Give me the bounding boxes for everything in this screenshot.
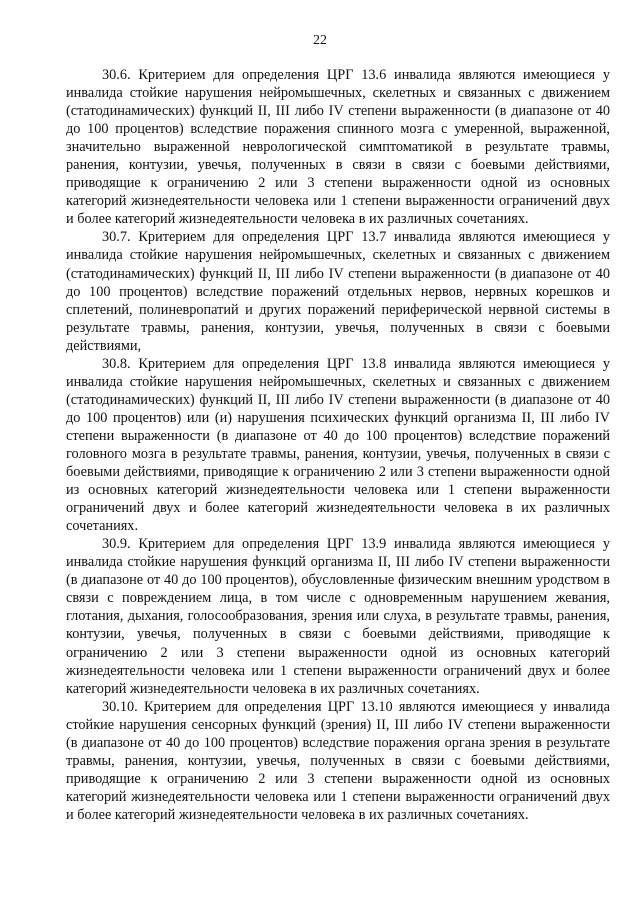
paragraph-30-10: 30.10. Критерием для определения ЦРГ 13.10 являются имеющиеся у инвалида стойкие нарушения сенсорных функций (зрения) II, III либо IV степени выраженности (в диапазоне от 40 до 100 процентов) вследствие поражения органа зрения в результате травмы, ранения, контузии, увечья, полученных в связи с боевыми действиями, приводящие к ограничению 2 или 3 степени выраженности одной из основных категорий жизнедеятельности человека или 1 степени выраженности ограничений двух и более категорий жизнедеятельности человека в их различных сочетаниях. — [66, 698, 610, 823]
paragraph-30-9: 30.9. Критерием для определения ЦРГ 13.9 инвалида являются имеющиеся у инвалида стойкие нарушения функций организма II, III либо IV степени выраженности (в диапазоне от 40 до 100 процентов), обусловленные физическим внешним уродством в связи с повреждением лица, в том числе с одновременным нарушением жевания, глотания, дыхания, голосообразования, зрения или слуха, в результате травмы, ранения, контузии, увечья, полученных в связи с боевыми действиями, приводящие к ограничению 2 или 3 степени выраженности одной из основных категорий жизнедеятельности человека или 1 степени выраженности ограничений двух и более категорий жизнедеятельности человека в их различных сочетаниях. — [66, 536, 610, 697]
paragraph-30-6: 30.6. Критерием для определения ЦРГ 13.6 инвалида являются имеющиеся у инвалида стойкие нарушения нейромышечных, скелетных и связанных с движением (статодинамических) функций II, III либо IV степени выраженности (в диапазоне от 40 до 100 процентов) вследствие поражения спинного мозга с умеренной, выраженной, значительно выраженной неврологической симптоматикой в результате травмы, ранения, контузии, увечья, полученных в связи в связи с боевыми действиями, приводящие к ограничению 2 или 3 степени выраженности одной из основных категорий жизнедеятельности человека или 1 степени выраженности ограничений двух и более категорий жизнедеятельности человека в их различных сочетаниях. — [66, 67, 610, 228]
document-body — [66, 66, 610, 824]
paragraph-30-7: 30.7. Критерием для определения ЦРГ 13.7 инвалида являются имеющиеся у инвалида стойкие нарушения нейромышечных, скелетных и связанных с движением (статодинамических) функций II, III либо IV степени выраженности (в диапазоне от 40 до 100 процентов) вследствие поражений отдельных нервов, нервных корешков и сплетений, полиневропатий и других поражений периферической нервной системы в результате травмы, ранения, контузии, увечья, полученных в связи с боевыми действиями, — [66, 229, 610, 354]
paragraph-30-8: 30.8. Критерием для определения ЦРГ 13.8 инвалида являются имеющиеся у инвалида стойкие нарушения нейромышечных, скелетных и связанных с движением (статодинамических) функций II, III либо IV степени выраженности (в диапазоне от 40 до 100 процентов) или (и) нарушения психических функций организма II, III либо IV степени выраженности (в диапазоне от 40 до 100 процентов) вследствие поражений головного мозга в результате травмы, ранения, контузии, увечья, полученных в связи с боевыми действиями, приводящие к ограничению 2 или 3 степени выраженности одной из основных категорий жизнедеятельности человека или 1 степени выраженности ограничений двух и более категорий жизнедеятельности человека в их различных сочетаниях. — [66, 355, 610, 535]
page-number: 22 — [313, 33, 327, 48]
